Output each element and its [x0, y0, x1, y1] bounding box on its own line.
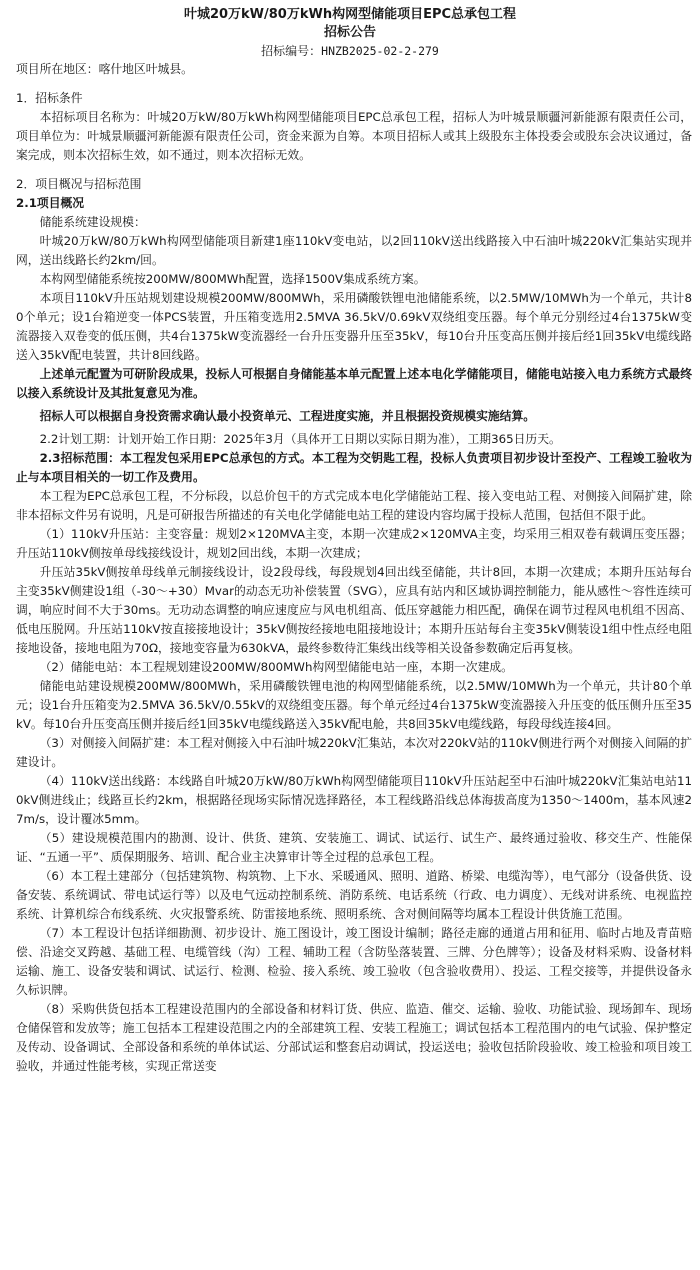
section-2-3: 2.3招标范围：本工程发包采用EPC总承包的方式。本工程为交钥匙工程，投标人负责项目初步设计至投产、工程竣工验收为止与本项目相关的一切工作及费用。: [16, 451, 692, 484]
document-title: 叶城20万kW/80万kWh构网型储能项目EPC总承包工程: [183, 7, 517, 22]
scale-paragraph-1: 叶城20万kW/80万kWh构网型储能项目新建1座110kV变电站，以2回110kV送出线路接入中石油叶城220kV汇集站实现并网，送出线路长约2km/回。: [16, 234, 692, 267]
scale-label: 储能系统建设规模：: [39, 215, 146, 229]
section-1-text: 本招标项目名称为：叶城20万kW/80万kWh构网型储能项目EPC总承包工程，招标人为叶城景顺疆河新能源有限责任公司，项目单位为：叶城景顺疆河新能源有限责任公司，资金来源为自筹。本项目招标人或其上级股东主体投委会或股东会决议通过，备案完成，则本次招标生效，如不通过，则本次招标无效。: [16, 110, 692, 162]
item-8: （8）采购供货包括本工程建设范围内的全部设备和材料订货、供应、监造、催交、运输、验收、功能试验、现场卸车、现场仓储保管和发放等；施工包括本工程建设范围之内的全部建筑工程、安装工程施工；调试包括本工程范围内的电气试验、保护整定及传动、设备调试、全部设备和系统的单体试运、分部试运和整套启动调试，投运送电；验收包括阶段验收、竣工检验和项目竣工验收，并通过性能考核，实现正常送变: [16, 1002, 692, 1073]
section-2-1-heading: 2.1项目概况: [16, 196, 85, 210]
bold-paragraph-1: 上述单元配置为可研阶段成果，投标人可根据自身储能基本单元配置上述本电化学储能项目，储能电站接入电力系统方式最终以接入系统设计及其批复意见为准。: [16, 367, 692, 400]
item-1: （1）110kV升压站：主变容量：规划2×120MVA主变，本期一次建成2×120MVA主变，均采用三相双卷有载调压变压器；升压站110kV侧按单母线接线设计，规划2回出线，本期一次建成；: [16, 527, 692, 560]
scale-paragraph-2: 本构网型储能系统按200MW/800MWh配置，选择1500V集成系统方案。: [39, 272, 426, 286]
item-4: （4）110kV送出线路：本线路自叶城20万kW/80万kWh构网型储能项目110kV升压站起至中石油叶城220kV汇集站电站110kV侧进线止；线路亘长约2km，根据路径现场实际情况选择路径，本工程线路沿线总体海拔高度为1350～1400m，基本风速27m/s，设计覆冰5mm。: [16, 774, 692, 826]
project-location: 项目所在地区：喀什地区叶城县。: [16, 62, 193, 76]
document-subtitle: 招标公告: [323, 25, 376, 40]
item-5: （5）建设规模范围内的勘测、设计、供货、建筑、安装施工、调试、试运行、试生产、最终通过验收、移交生产、性能保证、“五通一平”、质保期服务、培训、配合业主决算审计等全过程的总承包工程。: [16, 831, 692, 864]
bid-number-line: [0, 42, 700, 60]
section-2-heading: 2．项目概况与招标范围: [16, 177, 142, 191]
bid-number-label: 招标编号：: [261, 44, 322, 58]
item-1-continued: 升压站35kV侧按单母线单元制接线设计，设2段母线，每段规划4回出线至储能，共计8回，本期一次建成；本期升压站每台主变35kV侧建设1组（-30～+30）Mvar的动态无功补偿装置（SVG），应具有站内和区域协调控制能力，能从感性～容性连续可调，响应时间不大于30ms。无功动态调整的响应速度应与风电机组高、低压穿越能力相匹配，确保在调节过程风电机组不因高、低电压脱网。升压站110kV按直接接地设计；35kV侧按经接地电阻接地设计；本期升压站每台主变35kV侧装设1组中性点经电阻接地设备，接地电阻为70Ω，接地变容量为630kVA，最终参数待汇集线出线等相关设备参数确定后再复核。: [16, 565, 692, 655]
bid-number: HNZB2025-02-2-279: [321, 44, 439, 58]
item-2: （2）储能电站：本工程规划建设200MW/800MWh构网型储能电站一座，本期一次建成。: [39, 660, 513, 674]
scope-paragraph: 本工程为EPC总承包工程，不分标段，以总价包干的方式完成本电化学储能站工程、接入变电站工程、对侧接入间隔扩建，除非本招标文件另有说明，凡是可研报告所描述的有关电化学储能电站工程的建设内容均属于投标人范围，包括但不限于此。: [16, 489, 692, 522]
scale-paragraph-3: 本项目110kV升压站规划建设规模200MW/800MWh，采用磷酸铁锂电池储能系统，以2.5MW/10MWh为一个单元，共计80个单元；设1台箱逆变一体PCS装置，升压箱变选用2.5MVA 36.5kV/0.69kV双绕组变压器。每个单元分别经过4台1375kW变流器接入双卷变的低压侧，共4台1375kW变流器经一台升压变器升压至35kV，每10台升压变高压侧并接后经1回35kV电缆线路送入35kV配电装置，共计8回线路。: [16, 291, 692, 362]
item-3: （3）对侧接入间隔扩建：本工程对侧接入中石油叶城220kV汇集站，本次对220kV站的110kV侧进行两个对侧接入间隔的扩建设计。: [16, 736, 692, 769]
item-7: （7）本工程设计包括详细勘测、初步设计、施工图设计，竣工图设计编制；路径走廊的通道占用和征用、临时占地及青苗赔偿、沿途交叉跨越、基础工程、电缆管线（沟）工程、辅助工程（含防坠落装置、三牌、分色牌等）；设备及材料采购、设备材料运输、施工、设备安装和调试、试运行、检测、检验、接入系统、竣工验收（包含验收费用）、投运、工程交接等，并提供设备永久标识牌。: [16, 926, 692, 997]
section-2-2: 2.2计划工期：计划开始工作日期：2025年3月（具体开工日期以实际日期为准），工期365日历天。: [39, 432, 561, 446]
item-6: （6）本工程土建部分（包括建筑物、构筑物、上下水、采暖通风、照明、道路、桥梁、电缆沟等），电气部分（设备供货、设备安装、系统调试、带电试运行等）以及电气远动控制系统、消防系统、电话系统（行政、电力调度）、无线对讲系统、电视监控系统、计算机综合布线系统、火灾报警系统、防雷接地系统、照明系统、含对侧间隔等均属本工程设计供货施工范围。: [16, 869, 692, 921]
section-1-heading: 1．招标条件: [16, 91, 83, 105]
bold-paragraph-2: 招标人可以根据自身投资需求确认最小投资单元、工程进度实施，并且根据投资规模实施结算。: [39, 409, 536, 423]
item-2-continued: 储能电站建设规模200MW/800MWh，采用磷酸铁锂电池的构网型储能系统，以2.5MW/10MWh为一个单元，共计80个单元；设1台升压箱变为2.5MVA 36.5kV/0.55kV的双绕组变压器。每个单元经过4台1375kW变流器接入升压变的低压侧升压至35kV。每10台升压变高压侧并接后经1回35kV电缆线路送入35kV配电舱，共8回35kV电缆线路，每段母线连接4回。: [16, 679, 692, 731]
